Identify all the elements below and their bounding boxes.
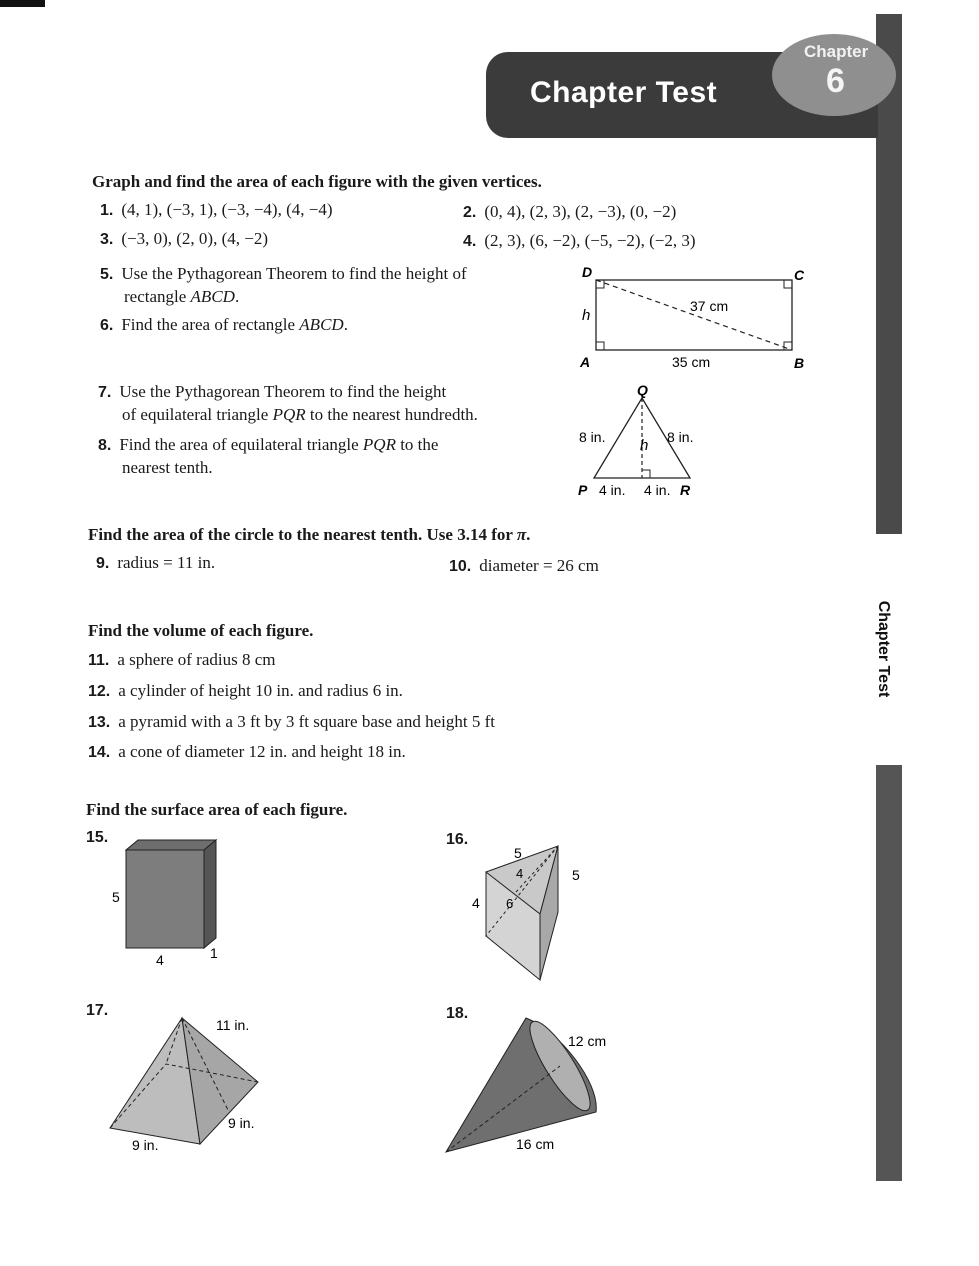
vertex-p: P [578, 482, 588, 498]
problem-16-number: 16. [446, 831, 469, 848]
problem-7: 7. Use the Pythagorean Theorem to find the height of equilateral triangle PQR to the nearest hundredth. [98, 382, 478, 424]
height-label: h [582, 307, 591, 324]
diagonal-label: 37 cm [690, 298, 729, 314]
surface-heading: Find the surface area of each figure. [86, 800, 348, 819]
vertex-b: B [794, 355, 805, 371]
fig17-slant: 11 in. [216, 1017, 250, 1033]
corner-mark [0, 0, 45, 7]
chapter-badge-word: Chapter [804, 42, 869, 61]
problem-14: 14. a cone of diameter 12 in. and height 18 in. [88, 742, 406, 761]
fig18-base: 16 cm [516, 1136, 555, 1152]
tri-left-side: 8 in. [579, 429, 606, 445]
volume-heading: Find the volume of each figure. [88, 621, 314, 640]
chapter-badge-number: 6 [826, 62, 845, 100]
fig16-right: 5 [572, 867, 580, 883]
problem-18-number: 18. [446, 1005, 469, 1022]
fig16-inner-b: 6 [506, 896, 514, 911]
problem-12: 12. a cylinder of height 10 in. and radius 6 in. [88, 681, 403, 700]
tri-height-label: h [640, 437, 649, 454]
circle-heading: Find the area of the circle to the nearest tenth. Use 3.14 for π. [88, 525, 531, 544]
fig17-base: 9 in. [132, 1137, 159, 1153]
problem-9: 9. radius = 11 in. [96, 553, 216, 572]
tri-right-side: 8 in. [667, 429, 694, 445]
vertex-d: D [582, 264, 593, 280]
problem-6: 6. Find the area of rectangle ABCD. [100, 315, 348, 334]
fig-17-pyramid [104, 1010, 274, 1158]
tri-base-right: 4 in. [644, 482, 671, 498]
vertex-a: A [580, 354, 591, 370]
vertex-c: C [794, 267, 805, 283]
problem-17-number: 17. [86, 1002, 109, 1019]
rectangle-abcd-figure [570, 262, 810, 374]
side-tab: Chapter Test [875, 600, 892, 698]
fig-18-cone [440, 1012, 640, 1160]
vertex-r: R [680, 482, 691, 498]
fig15-height: 5 [112, 889, 120, 905]
fig17-side: 9 in. [228, 1115, 255, 1131]
problem-8: 8. Find the area of equilateral triangle PQR to the nearest tenth. [98, 435, 439, 477]
fig16-top: 5 [514, 845, 522, 861]
fig16-left: 4 [472, 895, 480, 911]
base-label: 35 cm [672, 354, 711, 370]
problem-1: 1. (4, 1), (−3, 1), (−3, −4), (4, −4) [100, 200, 333, 219]
graph-heading: Graph and find the area of each figure with the given vertices. [92, 172, 542, 191]
fig-16-triangular-prism [466, 840, 596, 988]
problem-5: 5. Use the Pythagorean Theorem to find the height of rectangle ABCD. [100, 264, 467, 306]
problem-3: 3. (−3, 0), (2, 0), (4, −2) [100, 229, 268, 248]
vertex-q: Q [637, 384, 648, 398]
problem-15-number: 15. [86, 829, 109, 846]
rectangle-diagonal [596, 280, 792, 350]
fig16-inner-a: 4 [516, 866, 524, 881]
problem-10: 10. diameter = 26 cm [449, 556, 599, 575]
problem-11: 11. a sphere of radius 8 cm [88, 650, 276, 669]
fig15-width: 4 [156, 952, 164, 968]
problem-4: 4. (2, 3), (6, −2), (−5, −2), (−2, 3) [463, 231, 696, 250]
fig15-depth: 1 [210, 945, 218, 961]
problem-13: 13. a pyramid with a 3 ft by 3 ft square base and height 5 ft [88, 712, 495, 731]
fig18-slant: 12 cm [568, 1033, 607, 1049]
page-title: Chapter Test [530, 76, 718, 109]
triangle-pqr-figure [574, 384, 714, 502]
side-strip-bottom [876, 765, 902, 1181]
problem-2: 2. (0, 4), (2, 3), (2, −3), (0, −2) [463, 202, 677, 221]
fig-15-prism [104, 834, 234, 970]
tri-base-left: 4 in. [599, 482, 626, 498]
